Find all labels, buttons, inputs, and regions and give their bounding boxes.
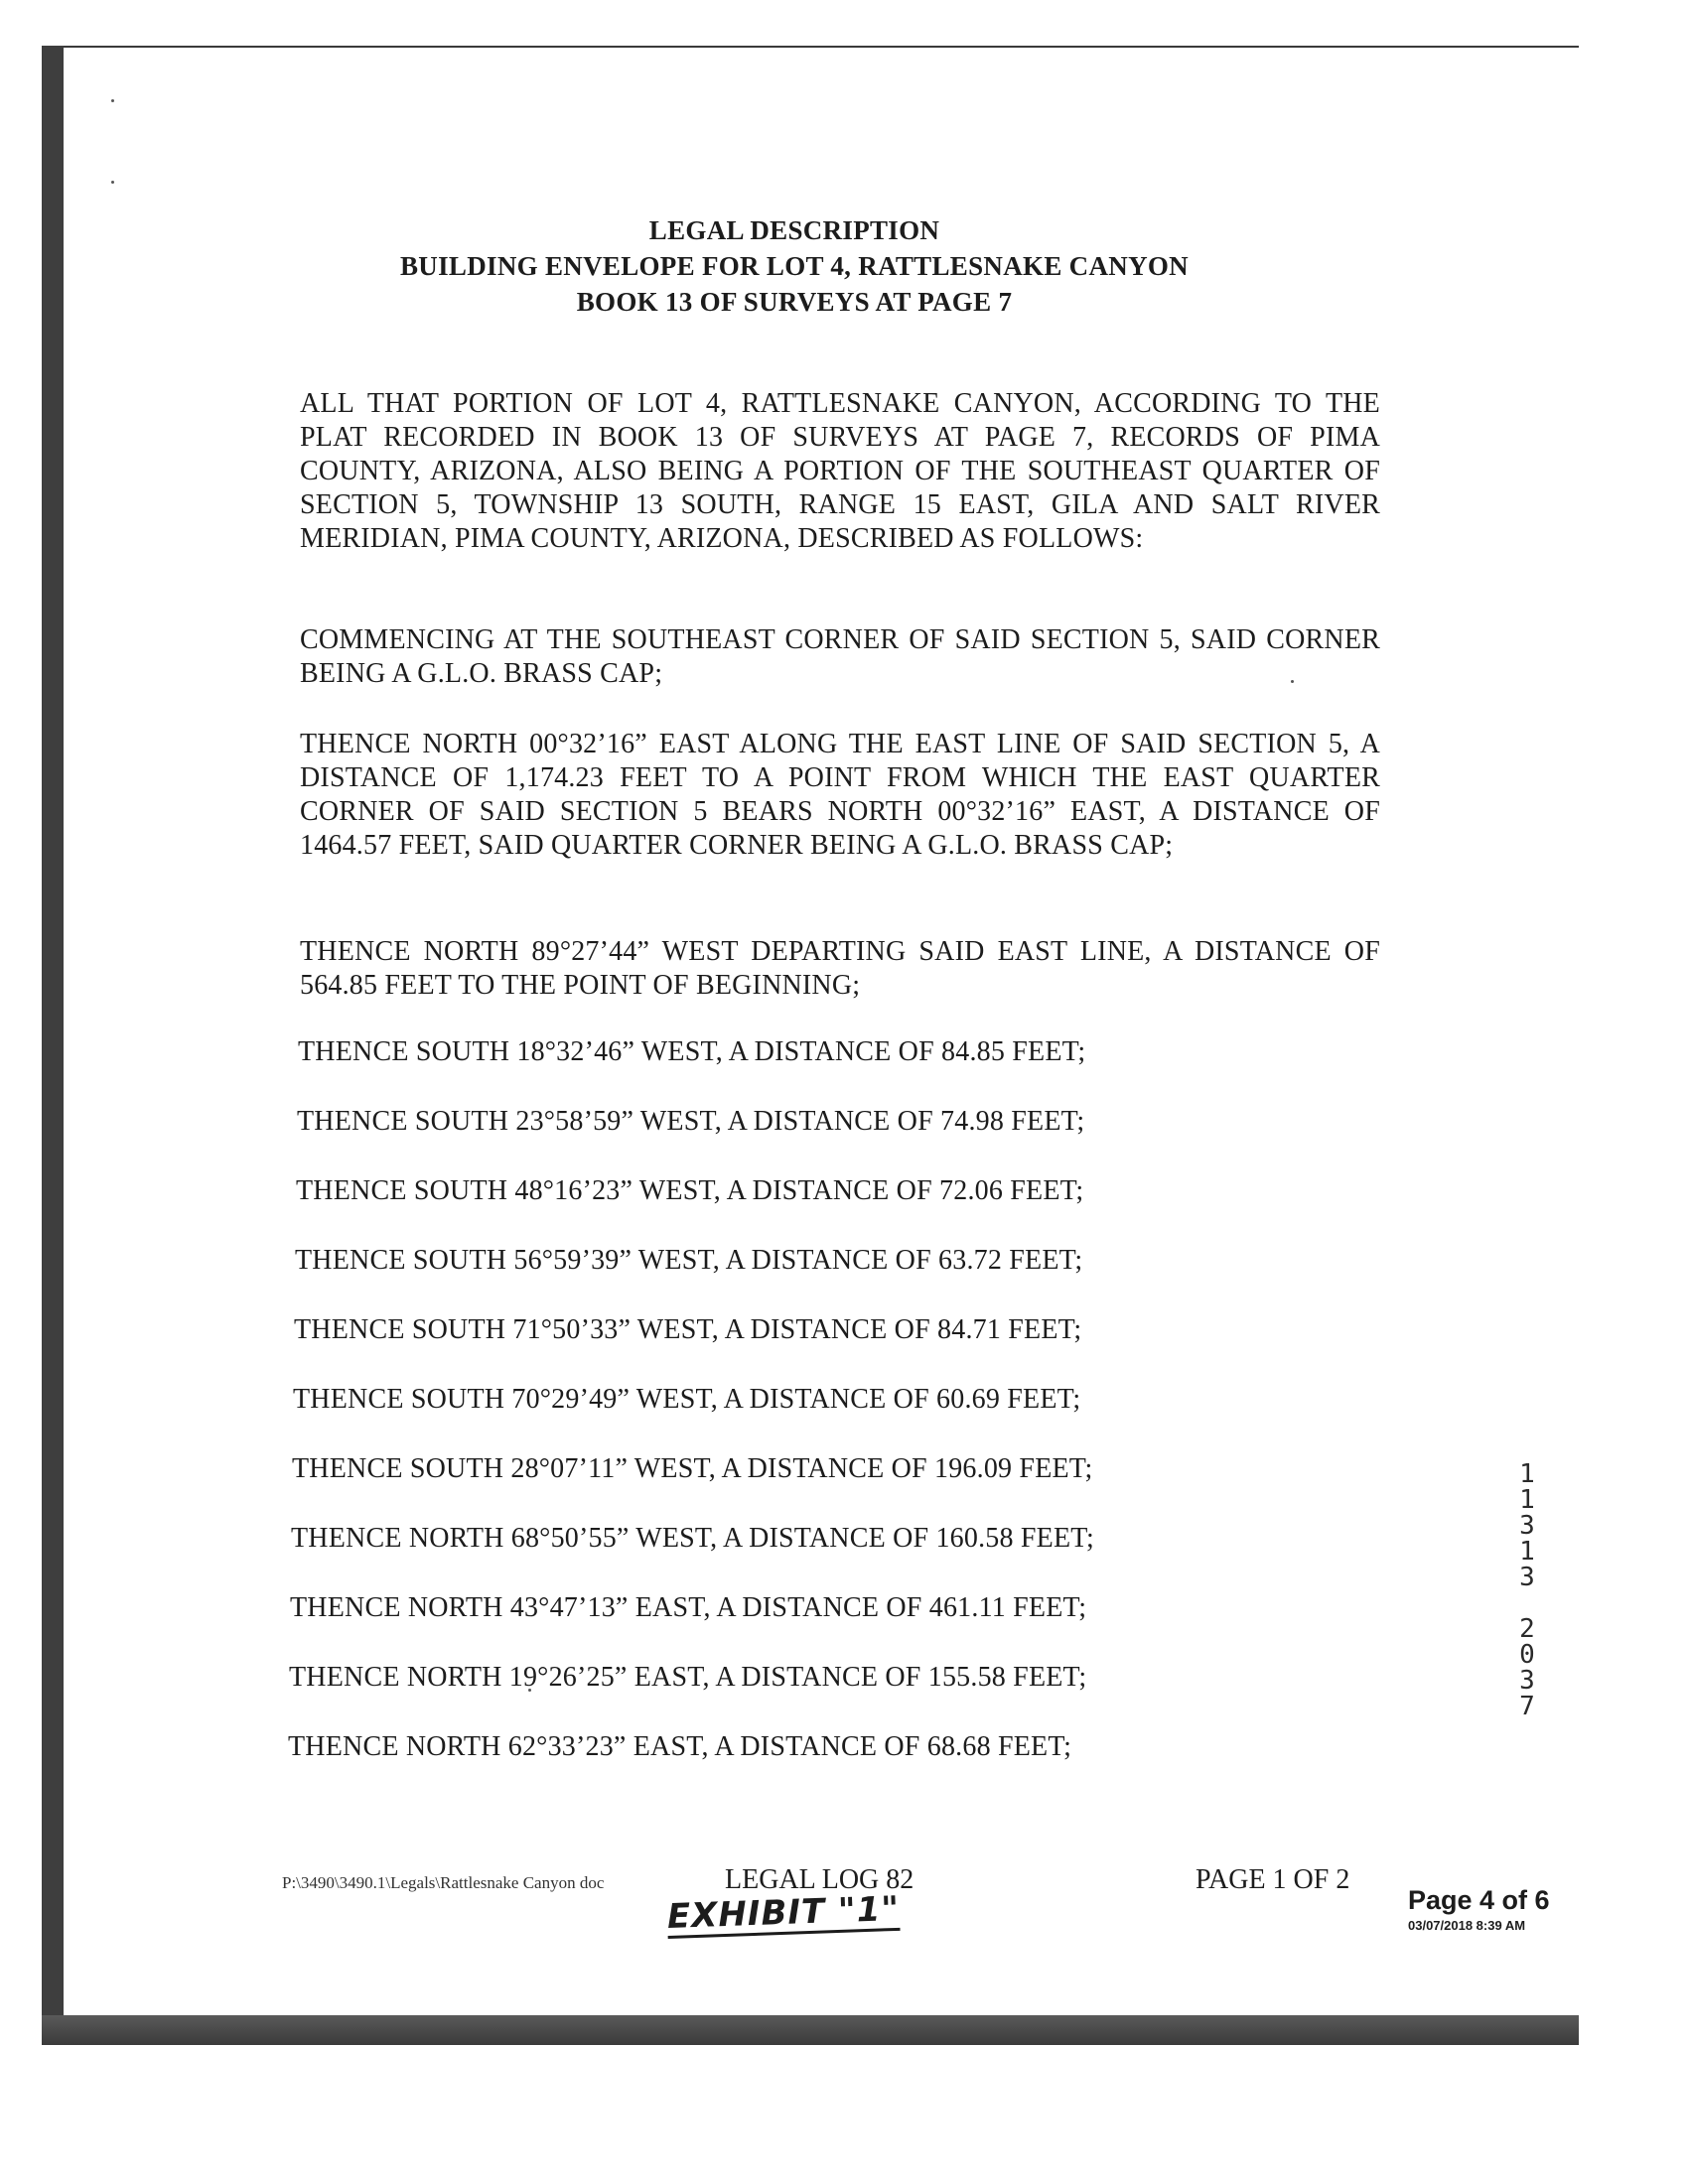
recording-number-stamp <box>1517 1461 1537 1719</box>
scan-border-bottom <box>42 2015 1579 2045</box>
course-line: THENCE SOUTH 23°58’59” WEST, A DISTANCE OF 74.98 FEET; <box>297 1106 1085 1137</box>
scan-speck <box>111 181 114 184</box>
intro-paragraph: ALL THAT PORTION OF LOT 4, RATTLESNAKE CANYON, ACCORDING TO THE PLAT RECORDED IN BOOK 13 OF SURVEYS AT PAGE 7, RECORDS OF PIMA COUNTY, ARIZONA, ALSO BEING A PORTION OF THE SOUTHEAST QUARTER OF SECTION 5, TOWNSHIP 13 SOUTH, RANGE 15 EAST, GILA AND SALT RIVER MERIDIAN, PIMA COUNTY, ARIZONA, DESCRIBED AS FOLLOWS: <box>300 388 1380 554</box>
stamp-digit <box>1517 1590 1537 1616</box>
stamp-digit: 0 <box>1519 1640 1535 1670</box>
stamp-digit: 7 <box>1519 1692 1535 1721</box>
recording-datetime-stamp: 03/07/2018 8:39 AM <box>1408 1918 1526 1933</box>
title-line-3: BOOK 13 OF SURVEYS AT PAGE 7 <box>576 287 1013 317</box>
document-title <box>298 212 1291 320</box>
course-line: THENCE SOUTH 28°07’11” WEST, A DISTANCE OF 196.09 FEET; <box>292 1453 1093 1484</box>
stamp-digit: 2 <box>1519 1614 1535 1644</box>
course-line: THENCE SOUTH 18°32’46” WEST, A DISTANCE OF 84.85 FEET; <box>298 1036 1086 1067</box>
title-line-2: BUILDING ENVELOPE FOR LOT 4, RATTLESNAKE CANYON <box>400 251 1189 281</box>
stamp-digit: 3 <box>1519 1563 1535 1592</box>
course-line: THENCE NORTH 19°26’25” EAST, A DISTANCE OF 155.58 FEET; <box>289 1662 1087 1693</box>
file-path: P:\3490\3490.1\Legals\Rattlesnake Canyon doc <box>282 1873 605 1892</box>
legal-log-label: LEGAL LOG 82 <box>725 1864 914 1895</box>
stamp-digit: 1 <box>1519 1459 1535 1489</box>
point-of-beginning-paragraph: THENCE NORTH 89°27’44” WEST DEPARTING SAID EAST LINE, A DISTANCE OF 564.85 FEET TO THE POINT OF BEGINNING; <box>300 936 1380 1001</box>
scan-border-top <box>42 46 1579 48</box>
stamp-digit: 1 <box>1519 1485 1535 1515</box>
course-line: THENCE SOUTH 71°50’33” WEST, A DISTANCE OF 84.71 FEET; <box>294 1314 1082 1345</box>
stamp-digit: 1 <box>1519 1537 1535 1567</box>
title-line-1: LEGAL DESCRIPTION <box>648 215 940 245</box>
exhibit-handwritten-label: EXHIBIT "1" <box>666 1888 901 1937</box>
stamp-digit: 3 <box>1519 1511 1535 1541</box>
course-line: THENCE SOUTH 48°16’23” WEST, A DISTANCE OF 72.06 FEET; <box>296 1175 1084 1206</box>
stamp-digit: 3 <box>1519 1666 1535 1696</box>
scan-border-left <box>42 46 64 2043</box>
scan-speck <box>111 99 114 102</box>
course-line: THENCE SOUTH 70°29’49” WEST, A DISTANCE OF 60.69 FEET; <box>293 1384 1081 1415</box>
page-count-label: PAGE 1 OF 2 <box>1196 1864 1350 1895</box>
course-line: THENCE NORTH 43°47’13” EAST, A DISTANCE OF 461.11 FEET; <box>290 1592 1087 1623</box>
commencing-paragraph: COMMENCING AT THE SOUTHEAST CORNER OF SAID SECTION 5, SAID CORNER BEING A G.L.O. BRASS CAP; <box>300 624 1380 689</box>
course-line: THENCE NORTH 68°50’55” WEST, A DISTANCE OF 160.58 FEET; <box>291 1523 1094 1554</box>
course-line: THENCE NORTH 62°33’23” EAST, A DISTANCE OF 68.68 FEET; <box>288 1731 1072 1762</box>
recording-page-stamp: Page 4 of 6 <box>1408 1885 1550 1915</box>
east-line-course-paragraph: THENCE NORTH 00°32’16” EAST ALONG THE EAST LINE OF SAID SECTION 5, A DISTANCE OF 1,174.23 FEET TO A POINT FROM WHICH THE EAST QUARTER CORNER OF SAID SECTION 5 BEARS NORTH 00°32’16” EAST, A DISTANCE OF 1464.57 FEET, SAID QUARTER CORNER BEING A G.L.O. BRASS CAP; <box>300 729 1380 861</box>
course-line: THENCE SOUTH 56°59’39” WEST, A DISTANCE OF 63.72 FEET; <box>295 1245 1083 1276</box>
